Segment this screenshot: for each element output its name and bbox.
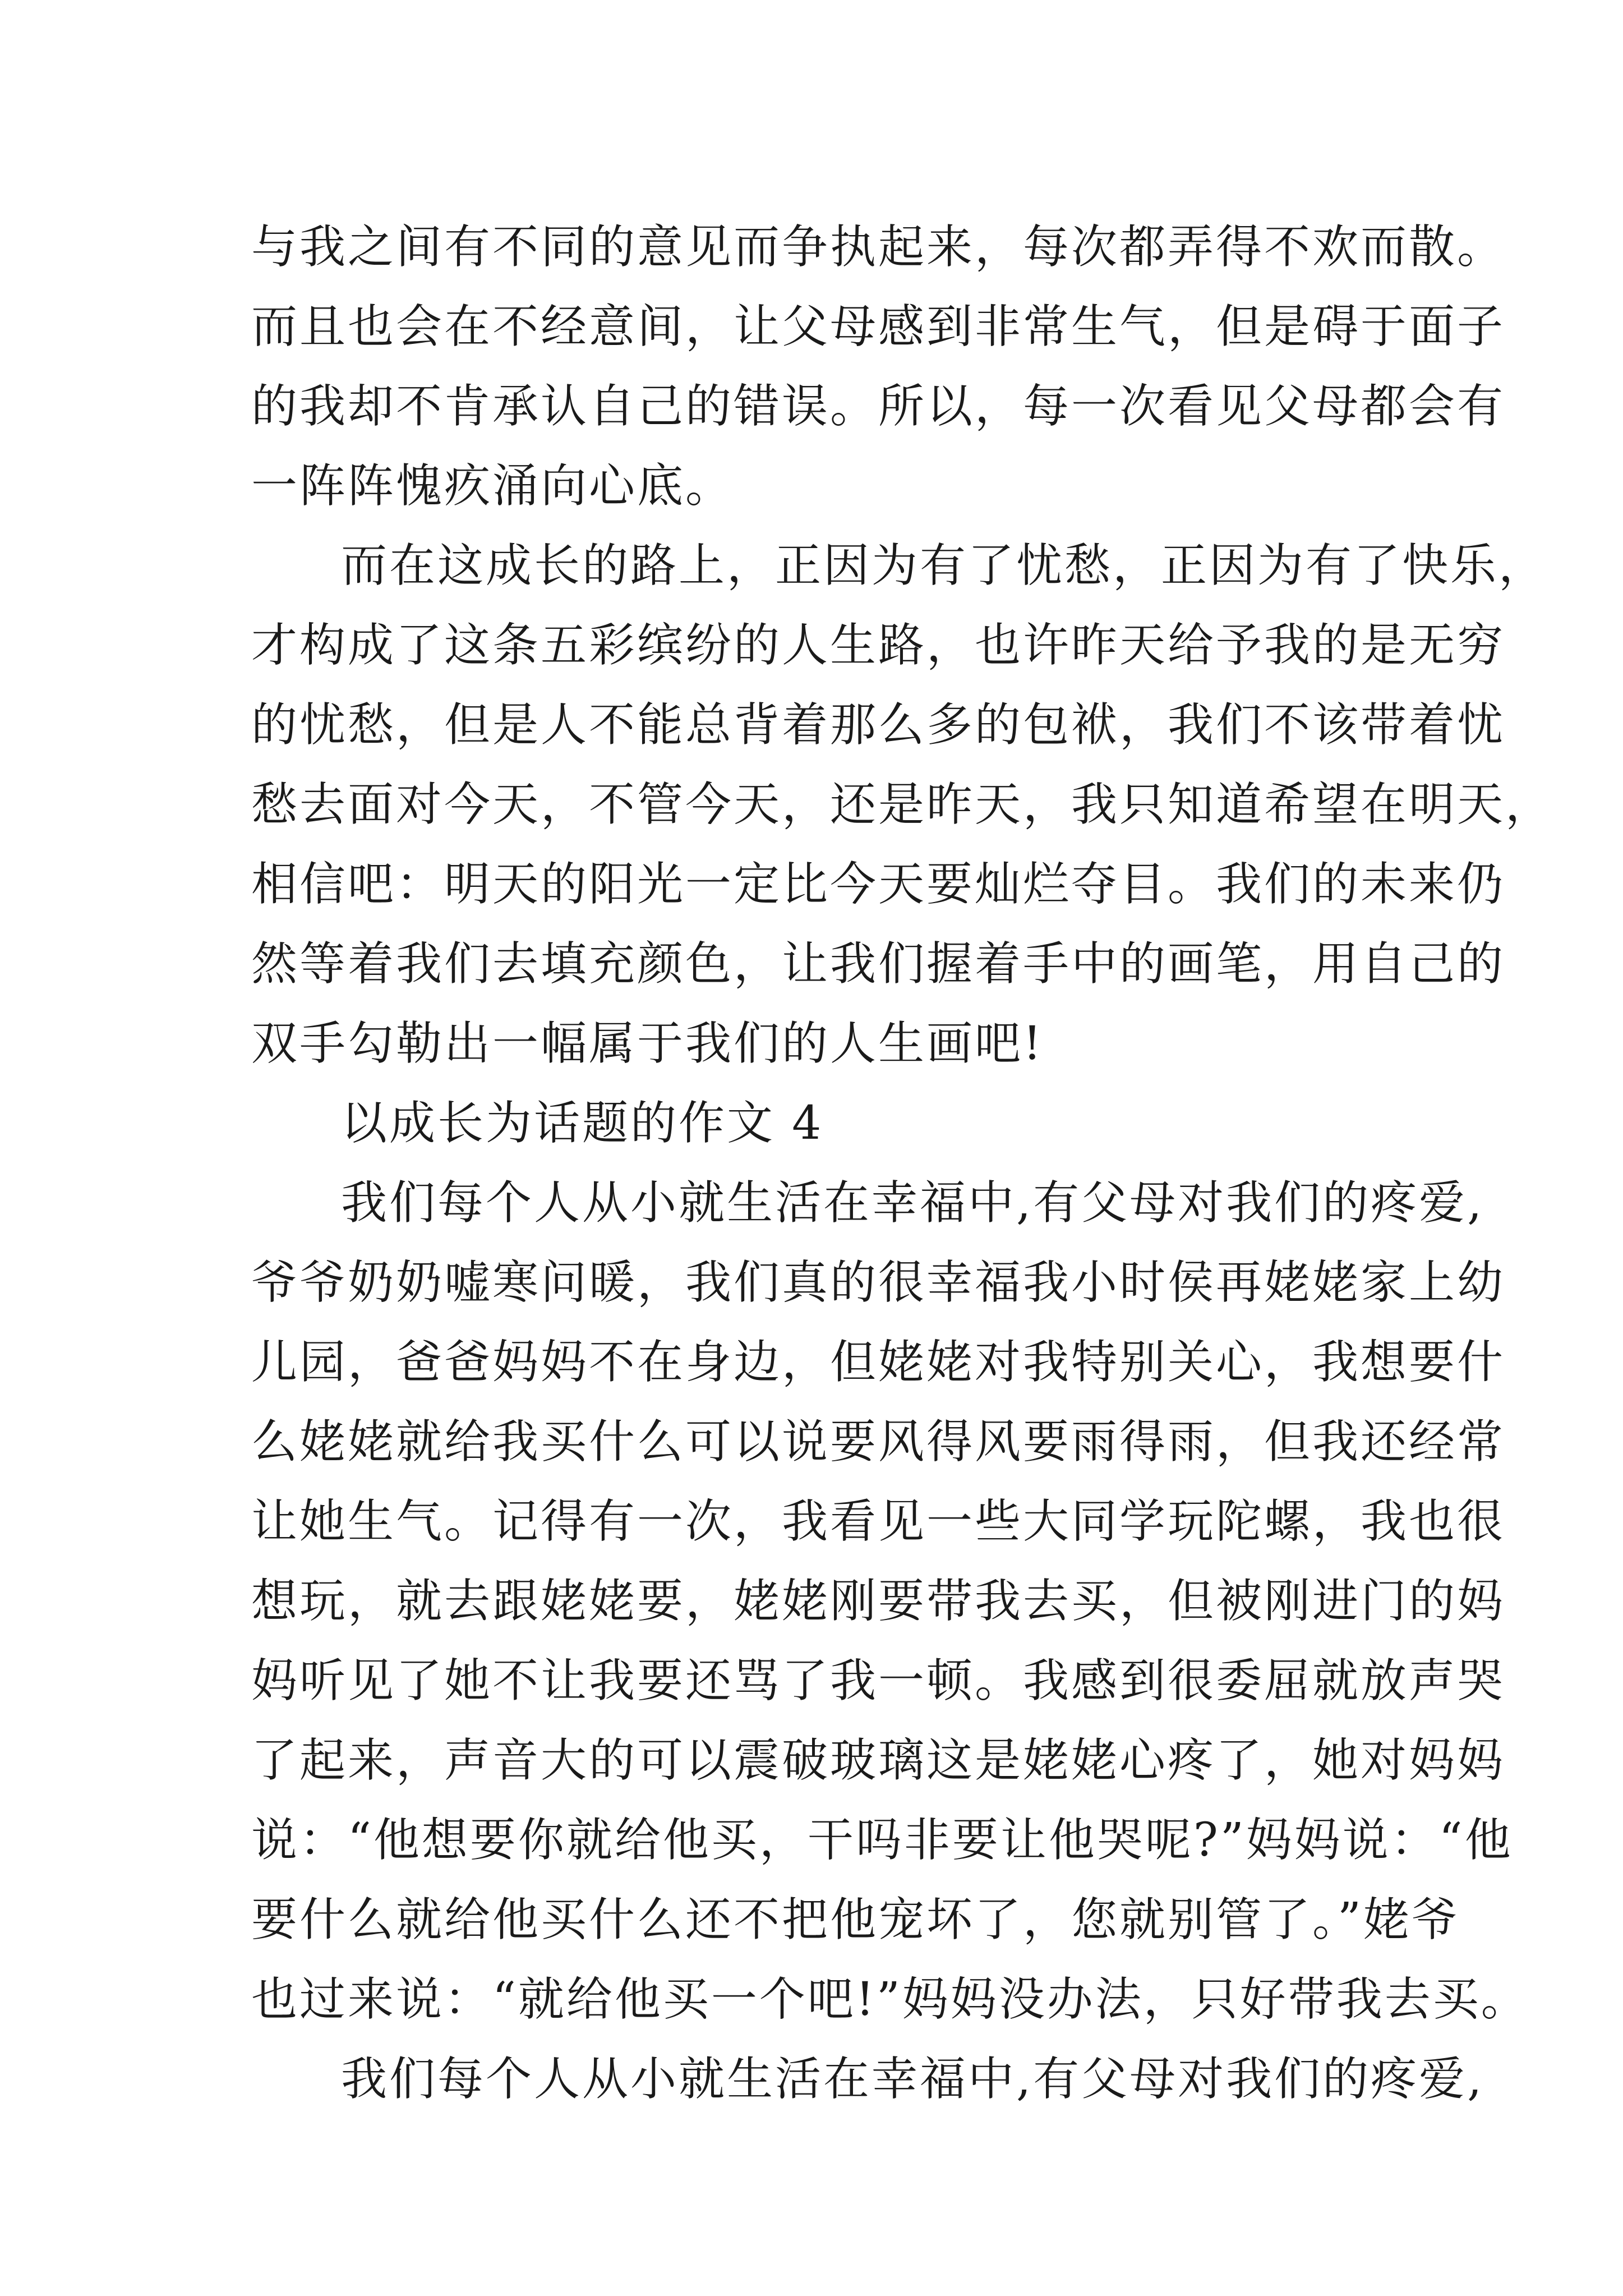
text-line: 想玩，就去跟姥姥要，姥姥刚要带我去买，但被刚进门的妈 bbox=[251, 1575, 1506, 1628]
essay-text bbox=[251, 208, 1554, 2119]
text-line: 以成长为话题的作文 4 bbox=[341, 1097, 824, 1150]
text-line: 才构成了这条五彩缤纷的人生路，也许昨天给予我的是无穷 bbox=[251, 619, 1506, 672]
text-line: 么姥姥就给我买什么可以说要风得风要雨得雨，但我还经常 bbox=[251, 1415, 1506, 1469]
text-line: 而且也会在不经意间，让父母感到非常生气，但是碍于面子 bbox=[251, 300, 1506, 353]
text-line: 爷爷奶奶嘘寒问暖，我们真的很幸福我小时侯再姥姥家上幼 bbox=[251, 1256, 1506, 1309]
text-line: 说：“他想要你就给他买，干吗非要让他哭呢?”妈妈说：“他 bbox=[251, 1814, 1513, 1867]
text-line: 也过来说：“就给他买一个吧!”妈妈没办法，只好带我去买。 bbox=[251, 1973, 1529, 2026]
text-line: 妈听见了她不让我要还骂了我一顿。我感到很委屈就放声哭 bbox=[251, 1654, 1506, 1708]
text-line: 的我却不肯承认自己的错误。所以，每一次看见父母都会有 bbox=[251, 380, 1506, 433]
text-line: 与我之间有不同的意见而争执起来，每次都弄得不欢而散。 bbox=[251, 220, 1506, 274]
text-line: 愁去面对今天，不管今天，还是昨天，我只知道希望在明天， bbox=[251, 778, 1554, 831]
text-line: 我们每个人从小就生活在幸福中,有父母对我们的疼爱, bbox=[341, 2053, 1484, 2106]
text-line: 而在这成长的路上，正因为有了忧愁，正因为有了快乐， bbox=[341, 539, 1547, 592]
text-line: 然等着我们去填充颜色，让我们握着手中的画笔，用自己的 bbox=[251, 937, 1506, 991]
text-line: 一阵阵愧疚涌向心底。 bbox=[251, 459, 734, 513]
text-line: 要什么就给他买什么还不把他宠坏了，您就别管了。”姥爷 bbox=[251, 1893, 1460, 1947]
text-line: 让她生气。记得有一次，我看见一些大同学玩陀螺，我也很 bbox=[251, 1495, 1506, 1548]
text-line: 了起来，声音大的可以震破玻璃这是姥姥心疼了，她对妈妈 bbox=[251, 1734, 1506, 1787]
text-line: 双手勾勒出一幅属于我们的人生画吧! bbox=[251, 1017, 1044, 1070]
text-line: 相信吧：明天的阳光一定比今天要灿烂夺目。我们的未来仍 bbox=[251, 858, 1506, 911]
text-line: 儿园，爸爸妈妈不在身边，但姥姥对我特别关心，我想要什 bbox=[251, 1336, 1506, 1389]
text-line: 的忧愁，但是人不能总背着那么多的包袱，我们不该带着忧 bbox=[251, 698, 1506, 752]
text-line: 我们每个人从小就生活在幸福中,有父母对我们的疼爱, bbox=[341, 1176, 1484, 1230]
